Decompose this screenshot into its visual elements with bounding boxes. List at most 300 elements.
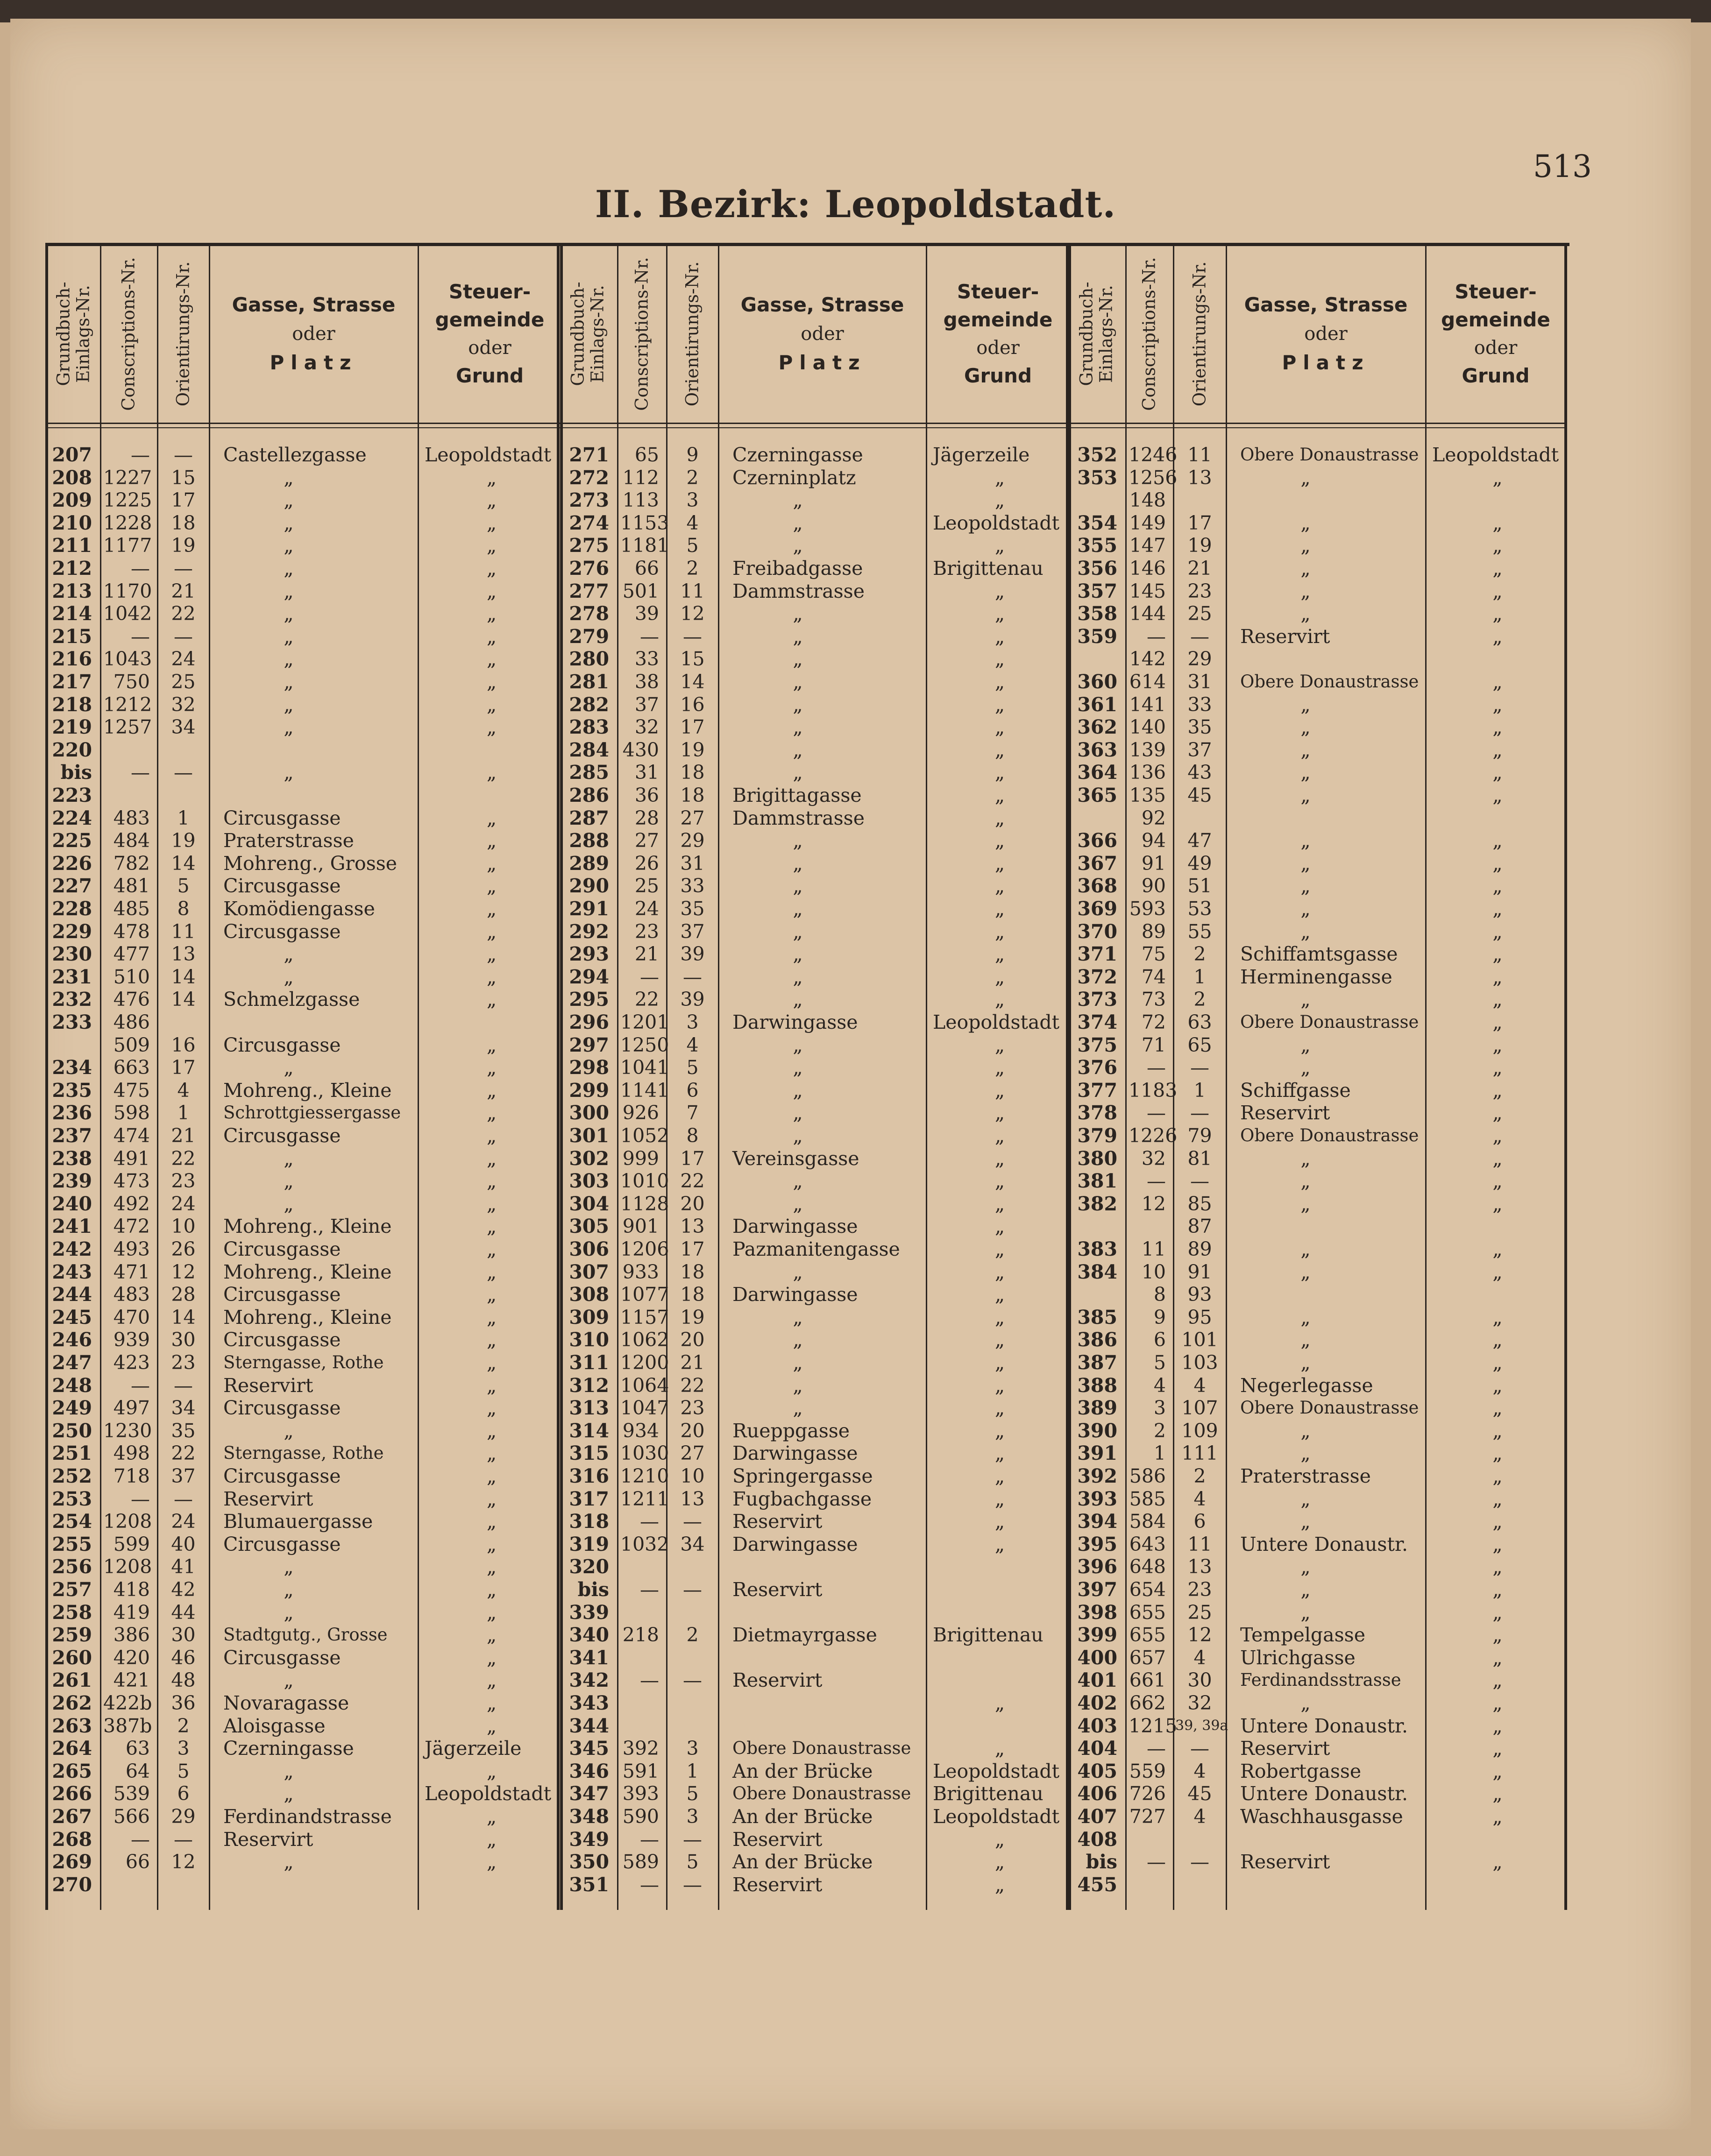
cell-steuergemeinde: „ bbox=[1492, 784, 1503, 806]
cell-grundbuch: 225 bbox=[52, 829, 92, 852]
cell-steuergemeinde: Brigittenau bbox=[933, 1624, 1044, 1647]
cell-conscriptions: 38 bbox=[634, 671, 659, 693]
cell-orientirungs: 35 bbox=[1187, 716, 1212, 739]
cell-gasse: „ bbox=[793, 1056, 803, 1079]
cell-steuergemeinde: „ bbox=[1492, 1102, 1503, 1124]
cell-steuergemeinde: „ bbox=[994, 1487, 1005, 1510]
table-row bbox=[0, 1374, 1711, 1397]
table-row bbox=[0, 1420, 1711, 1442]
cell-conscriptions: 36 bbox=[634, 784, 659, 806]
cell-conscriptions: 1200 bbox=[620, 1351, 669, 1374]
cell-steuergemeinde: „ bbox=[1492, 761, 1503, 784]
cell-grundbuch: 212 bbox=[52, 557, 92, 580]
cell-conscriptions: 72 bbox=[1141, 1011, 1166, 1033]
cell-conscriptions: 218 bbox=[622, 1624, 659, 1647]
column-header-conscriptions bbox=[1126, 247, 1173, 420]
cell-orientirungs: 4 bbox=[686, 1033, 699, 1056]
header-line: oder bbox=[468, 337, 511, 359]
cell-conscriptions: 654 bbox=[1129, 1578, 1166, 1601]
cell-orientirungs: 40 bbox=[171, 1533, 196, 1555]
cell-grundbuch: 361 bbox=[1077, 693, 1117, 716]
cell-orientirungs: 17 bbox=[680, 716, 705, 739]
cell-orientirungs: 87 bbox=[1187, 1215, 1212, 1238]
cell-conscriptions: 1170 bbox=[103, 580, 152, 602]
cell-grundbuch bbox=[1071, 807, 1117, 830]
cell-steuergemeinde: „ bbox=[1492, 1624, 1503, 1647]
cell-conscriptions: 73 bbox=[1141, 988, 1166, 1011]
cell-conscriptions: 3 bbox=[1153, 1397, 1166, 1420]
cell-orientirungs: 15 bbox=[171, 466, 196, 489]
cell-orientirungs: 4 bbox=[1193, 1487, 1206, 1510]
cell-grundbuch: 274 bbox=[569, 511, 609, 534]
cell-conscriptions: 474 bbox=[113, 1124, 150, 1147]
cell-orientirungs: 19 bbox=[171, 534, 196, 557]
cell-orientirungs: 32 bbox=[1187, 1692, 1212, 1714]
cell-gasse: Obere Donaustrasse bbox=[1240, 445, 1419, 465]
cell-grundbuch: 295 bbox=[569, 988, 609, 1011]
column-header-gasse bbox=[209, 247, 418, 420]
cell-steuergemeinde: „ bbox=[1492, 1805, 1503, 1828]
cell-steuergemeinde: „ bbox=[486, 1351, 497, 1374]
cell-conscriptions: 492 bbox=[113, 1192, 150, 1215]
column-header-label: Grundbuch- Einlags-Nr. bbox=[568, 282, 608, 386]
cell-grundbuch: 299 bbox=[569, 1079, 609, 1102]
cell-orientirungs: 28 bbox=[171, 1283, 196, 1306]
cell-steuergemeinde: „ bbox=[486, 1124, 497, 1147]
cell-grundbuch: 354 bbox=[1077, 511, 1117, 534]
cell-conscriptions: 1062 bbox=[620, 1329, 669, 1351]
cell-conscriptions: 31 bbox=[634, 761, 659, 784]
cell-gasse: „ bbox=[793, 875, 803, 898]
table-row bbox=[0, 739, 1711, 762]
cell-steuergemeinde: „ bbox=[486, 1465, 497, 1487]
cell-grundbuch: 296 bbox=[569, 1011, 609, 1033]
cell-orientirungs: 27 bbox=[680, 1442, 705, 1465]
cell-steuergemeinde: „ bbox=[1492, 1578, 1503, 1601]
cell-gasse: Dammstrasse bbox=[732, 806, 865, 829]
cell-steuergemeinde: „ bbox=[486, 875, 497, 898]
cell-steuergemeinde: „ bbox=[994, 602, 1005, 625]
table-row bbox=[0, 602, 1711, 625]
cell-gasse: Darwingasse bbox=[732, 1442, 858, 1465]
cell-grundbuch: 352 bbox=[1077, 444, 1117, 466]
cell-orientirungs: 14 bbox=[171, 852, 196, 875]
cell-conscriptions: 1212 bbox=[103, 693, 152, 716]
cell-orientirungs: 17 bbox=[1187, 511, 1212, 534]
cell-gasse: Aloisgasse bbox=[223, 1714, 326, 1737]
cell-orientirungs: — bbox=[174, 1487, 193, 1510]
cell-gasse: Dietmayrgasse bbox=[732, 1624, 877, 1647]
cell-grundbuch: 227 bbox=[52, 875, 92, 898]
cell-orientirungs: 47 bbox=[1187, 829, 1212, 852]
cell-conscriptions: 1206 bbox=[620, 1238, 669, 1260]
cell-gasse: Novaragasse bbox=[223, 1692, 349, 1714]
table-row bbox=[0, 1011, 1711, 1034]
cell-steuergemeinde: „ bbox=[486, 1510, 497, 1533]
column-header-grundbuch bbox=[47, 247, 100, 420]
cell-gasse: Reservirt bbox=[732, 1873, 823, 1896]
table-row bbox=[0, 693, 1711, 716]
cell-conscriptions: — bbox=[640, 965, 659, 988]
cell-steuergemeinde: „ bbox=[486, 1646, 497, 1669]
cell-conscriptions: 145 bbox=[1129, 580, 1166, 602]
cell-gasse: Circusgasse bbox=[223, 1646, 341, 1669]
cell-gasse: „ bbox=[1300, 852, 1311, 875]
cell-grundbuch: 376 bbox=[1077, 1056, 1117, 1079]
cell-grundbuch: 318 bbox=[569, 1510, 609, 1533]
cell-orientirungs: 8 bbox=[686, 1124, 699, 1147]
cell-orientirungs: 85 bbox=[1187, 1192, 1212, 1215]
table-row bbox=[0, 1238, 1711, 1261]
cell-conscriptions: 1 bbox=[1153, 1442, 1166, 1465]
cell-conscriptions: 661 bbox=[1129, 1669, 1166, 1692]
cell-steuergemeinde: „ bbox=[486, 1555, 497, 1578]
cell-steuergemeinde: „ bbox=[486, 1487, 497, 1510]
cell-orientirungs: 17 bbox=[171, 489, 196, 512]
cell-conscriptions: 421 bbox=[113, 1669, 150, 1692]
cell-conscriptions: — bbox=[131, 761, 150, 784]
cell-orientirungs: 1 bbox=[177, 806, 190, 829]
cell-conscriptions bbox=[1129, 1828, 1166, 1851]
header-line: Gasse, Strasse bbox=[740, 293, 904, 316]
cell-conscriptions: 1064 bbox=[620, 1374, 669, 1397]
cell-gasse: Circusgasse bbox=[223, 806, 341, 829]
cell-grundbuch: 366 bbox=[1077, 829, 1117, 852]
cell-orientirungs: 39 bbox=[680, 943, 705, 966]
cell-grundbuch: 403 bbox=[1077, 1714, 1117, 1737]
cell-orientirungs: 4 bbox=[1193, 1760, 1206, 1782]
cell-grundbuch: 340 bbox=[569, 1624, 609, 1647]
cell-conscriptions: 926 bbox=[622, 1102, 659, 1124]
cell-conscriptions: 419 bbox=[113, 1601, 150, 1624]
cell-grundbuch: bis bbox=[60, 761, 92, 784]
cell-steuergemeinde: „ bbox=[994, 648, 1005, 671]
cell-gasse: Robertgasse bbox=[1240, 1760, 1362, 1782]
cell-steuergemeinde: „ bbox=[994, 806, 1005, 829]
cell-gasse: Springergasse bbox=[732, 1465, 873, 1487]
cell-orientirungs: 25 bbox=[171, 671, 196, 693]
cell-gasse: „ bbox=[284, 489, 294, 512]
cell-conscriptions: 485 bbox=[113, 898, 150, 920]
column-header-label: Grundbuch- Einlags-Nr. bbox=[1076, 282, 1116, 386]
cell-conscriptions: 135 bbox=[1129, 784, 1166, 806]
cell-conscriptions: 1246 bbox=[1129, 444, 1178, 466]
cell-grundbuch: 301 bbox=[569, 1124, 609, 1147]
cell-steuergemeinde: „ bbox=[994, 875, 1005, 898]
column-header-label: Grundbuch- Einlags-Nr. bbox=[53, 282, 93, 386]
cell-conscriptions: 591 bbox=[622, 1760, 659, 1782]
column-header-orientirungs bbox=[667, 247, 718, 420]
cell-orientirungs: 37 bbox=[1187, 738, 1212, 761]
cell-grundbuch bbox=[1071, 489, 1117, 512]
cell-gasse: „ bbox=[284, 466, 294, 489]
column-header-label: Orientirungs-Nr. bbox=[682, 261, 703, 407]
cell-steuergemeinde: „ bbox=[1492, 1329, 1503, 1351]
cell-conscriptions: 27 bbox=[634, 829, 659, 852]
table-row bbox=[0, 1488, 1711, 1511]
cell-gasse: Circusgasse bbox=[223, 1329, 341, 1351]
cell-orientirungs: — bbox=[1190, 625, 1209, 648]
cell-gasse: „ bbox=[284, 1601, 294, 1624]
cell-conscriptions: — bbox=[640, 1510, 659, 1533]
cell-grundbuch: 362 bbox=[1077, 716, 1117, 739]
cell-orientirungs: — bbox=[174, 1828, 193, 1851]
cell-gasse: „ bbox=[284, 1578, 294, 1601]
cell-conscriptions: 1208 bbox=[103, 1510, 152, 1533]
cell-steuergemeinde: „ bbox=[1492, 898, 1503, 920]
cell-conscriptions: 112 bbox=[622, 466, 659, 489]
cell-gasse: „ bbox=[1300, 988, 1311, 1011]
cell-gasse: „ bbox=[284, 511, 294, 534]
cell-conscriptions: 147 bbox=[1129, 534, 1166, 557]
column-header-gasse bbox=[1226, 247, 1426, 420]
cell-steuergemeinde bbox=[1432, 648, 1563, 671]
header-line: Gasse, Strasse bbox=[232, 293, 396, 316]
cell-gasse: Mohreng., Kleine bbox=[223, 1215, 392, 1238]
cell-grundbuch: 381 bbox=[1077, 1170, 1117, 1193]
cell-conscriptions: 1215 bbox=[1129, 1714, 1178, 1737]
cell-gasse: „ bbox=[1300, 1192, 1311, 1215]
cell-gasse: Untere Donaustr. bbox=[1240, 1714, 1408, 1737]
cell-gasse: Circusgasse bbox=[223, 1033, 341, 1056]
cell-gasse: „ bbox=[1300, 1578, 1311, 1601]
cell-grundbuch: 394 bbox=[1077, 1510, 1117, 1533]
cell-gasse: „ bbox=[284, 965, 294, 988]
cell-steuergemeinde: Leopoldstadt bbox=[933, 511, 1060, 534]
cell-gasse: Herminengasse bbox=[1240, 965, 1392, 988]
cell-grundbuch: 234 bbox=[52, 1056, 92, 1079]
cell-steuergemeinde: „ bbox=[1492, 1170, 1503, 1193]
cell-conscriptions: 1227 bbox=[103, 466, 152, 489]
cell-gasse: „ bbox=[793, 1374, 803, 1397]
cell-gasse: Ferdinandstrasse bbox=[223, 1805, 392, 1828]
cell-gasse: Schiffamtsgasse bbox=[1240, 943, 1398, 966]
cell-conscriptions: 113 bbox=[622, 489, 659, 512]
cell-orientirungs bbox=[1175, 489, 1224, 512]
cell-gasse: „ bbox=[1300, 511, 1311, 534]
cell-grundbuch: 393 bbox=[1077, 1487, 1117, 1510]
cell-grundbuch: 311 bbox=[569, 1351, 609, 1374]
cell-steuergemeinde: „ bbox=[486, 1714, 497, 1737]
cell-steuergemeinde: „ bbox=[994, 761, 1005, 784]
table-row bbox=[0, 1782, 1711, 1805]
cell-conscriptions bbox=[1129, 1873, 1166, 1896]
cell-gasse: „ bbox=[284, 1760, 294, 1782]
cell-steuergemeinde: „ bbox=[486, 1419, 497, 1442]
cell-orientirungs: 25 bbox=[1187, 602, 1212, 625]
cell-conscriptions: 149 bbox=[1129, 511, 1166, 534]
cell-gasse: Reservirt bbox=[223, 1828, 313, 1851]
cell-grundbuch: 402 bbox=[1077, 1692, 1117, 1714]
cell-gasse: Reservirt bbox=[1240, 625, 1330, 648]
cell-grundbuch: 251 bbox=[52, 1442, 92, 1465]
cell-gasse: „ bbox=[793, 693, 803, 716]
cell-gasse: „ bbox=[1300, 466, 1311, 489]
cell-steuergemeinde: „ bbox=[486, 1601, 497, 1624]
cell-orientirungs: 2 bbox=[1193, 988, 1206, 1011]
cell-steuergemeinde: „ bbox=[994, 988, 1005, 1011]
cell-orientirungs: 19 bbox=[680, 1306, 705, 1329]
cell-orientirungs: 103 bbox=[1181, 1351, 1218, 1374]
cell-grundbuch: 275 bbox=[569, 534, 609, 557]
cell-conscriptions: 1041 bbox=[620, 1056, 669, 1079]
cell-conscriptions: 23 bbox=[634, 920, 659, 943]
cell-grundbuch: 385 bbox=[1077, 1306, 1117, 1329]
cell-gasse: „ bbox=[1300, 534, 1311, 557]
cell-grundbuch: 382 bbox=[1077, 1192, 1117, 1215]
column-header-steuergemeinde bbox=[926, 247, 1070, 420]
cell-grundbuch: 285 bbox=[569, 761, 609, 784]
cell-steuergemeinde: „ bbox=[1492, 1465, 1503, 1487]
cell-orientirungs: 19 bbox=[171, 829, 196, 852]
cell-orientirungs: 11 bbox=[171, 920, 196, 943]
cell-grundbuch: 363 bbox=[1077, 738, 1117, 761]
cell-conscriptions: 1128 bbox=[620, 1192, 669, 1215]
cell-conscriptions: 566 bbox=[113, 1805, 150, 1828]
cell-grundbuch: 373 bbox=[1077, 988, 1117, 1011]
table-row bbox=[0, 1351, 1711, 1374]
cell-grundbuch: 215 bbox=[52, 625, 92, 648]
header-line: Grund bbox=[1462, 364, 1530, 387]
cell-orientirungs: 16 bbox=[171, 1033, 196, 1056]
cell-steuergemeinde: „ bbox=[486, 1442, 497, 1465]
cell-conscriptions: — bbox=[640, 1873, 659, 1896]
cell-conscriptions: 585 bbox=[1129, 1487, 1166, 1510]
cell-steuergemeinde: „ bbox=[486, 511, 497, 534]
cell-grundbuch: 355 bbox=[1077, 534, 1117, 557]
cell-grundbuch: 406 bbox=[1077, 1782, 1117, 1805]
cell-steuergemeinde: „ bbox=[994, 1873, 1005, 1896]
cell-steuergemeinde: „ bbox=[486, 625, 497, 648]
cell-gasse: „ bbox=[793, 1306, 803, 1329]
header-line: Steuer- bbox=[448, 280, 531, 303]
cell-grundbuch: 231 bbox=[52, 965, 92, 988]
cell-grundbuch: 309 bbox=[569, 1306, 609, 1329]
cell-grundbuch: 279 bbox=[569, 625, 609, 648]
cell-orientirungs: 1 bbox=[1193, 965, 1206, 988]
table-row bbox=[0, 761, 1711, 784]
cell-steuergemeinde: Leopoldstadt bbox=[425, 444, 552, 466]
header-bottom-rule bbox=[47, 423, 1567, 424]
cell-steuergemeinde: „ bbox=[1492, 1737, 1503, 1760]
cell-steuergemeinde: „ bbox=[994, 1737, 1005, 1760]
cell-grundbuch: 306 bbox=[569, 1238, 609, 1260]
cell-orientirungs: 5 bbox=[686, 1056, 699, 1079]
cell-grundbuch: 310 bbox=[569, 1329, 609, 1351]
table-top-rule bbox=[47, 243, 1569, 246]
cell-gasse: Blumauergasse bbox=[223, 1510, 373, 1533]
cell-conscriptions: — bbox=[640, 1828, 659, 1851]
cell-orientirungs: 35 bbox=[171, 1419, 196, 1442]
cell-conscriptions: 584 bbox=[1129, 1510, 1166, 1533]
cell-gasse: „ bbox=[793, 648, 803, 671]
cell-conscriptions: 648 bbox=[1129, 1555, 1166, 1578]
cell-steuergemeinde: „ bbox=[486, 466, 497, 489]
cell-steuergemeinde: „ bbox=[1492, 875, 1503, 898]
cell-grundbuch: 273 bbox=[569, 489, 609, 512]
cell-gasse: Stadtgutg., Grosse bbox=[223, 1625, 388, 1645]
cell-conscriptions: — bbox=[1147, 1056, 1166, 1079]
table-row bbox=[0, 671, 1711, 693]
cell-conscriptions: 657 bbox=[1129, 1646, 1166, 1669]
cell-conscriptions: 1210 bbox=[620, 1465, 669, 1487]
cell-steuergemeinde: „ bbox=[1492, 943, 1503, 966]
cell-gasse: Circusgasse bbox=[223, 920, 341, 943]
table-row bbox=[0, 1873, 1711, 1896]
cell-steuergemeinde: „ bbox=[994, 1215, 1005, 1238]
table-row bbox=[0, 784, 1711, 807]
cell-gasse bbox=[1240, 1215, 1424, 1238]
cell-gasse: Obere Donaustrasse bbox=[1240, 1398, 1419, 1418]
cell-orientirungs: 1 bbox=[177, 1102, 190, 1124]
cell-grundbuch: 245 bbox=[52, 1306, 92, 1329]
cell-steuergemeinde: Leopoldstadt bbox=[933, 1760, 1060, 1782]
cell-conscriptions: 497 bbox=[113, 1397, 150, 1420]
cell-steuergemeinde: „ bbox=[486, 1192, 497, 1215]
cell-gasse: Dammstrasse bbox=[732, 580, 865, 602]
cell-conscriptions: 586 bbox=[1129, 1465, 1166, 1487]
cell-gasse: Reservirt bbox=[223, 1487, 313, 1510]
cell-grundbuch: 248 bbox=[52, 1374, 92, 1397]
cell-orientirungs: 11 bbox=[680, 580, 705, 602]
cell-conscriptions: 498 bbox=[113, 1442, 150, 1465]
cell-grundbuch: 303 bbox=[569, 1170, 609, 1193]
column-header-label: Orientirungs-Nr. bbox=[173, 261, 193, 407]
cell-steuergemeinde: „ bbox=[486, 1374, 497, 1397]
cell-orientirungs: 4 bbox=[1193, 1805, 1206, 1828]
cell-conscriptions: 32 bbox=[1141, 1147, 1166, 1170]
cell-orientirungs: — bbox=[683, 625, 702, 648]
cell-orientirungs: 4 bbox=[1193, 1646, 1206, 1669]
table-row bbox=[0, 1828, 1711, 1851]
cell-grundbuch: 217 bbox=[52, 671, 92, 693]
cell-steuergemeinde: „ bbox=[486, 1306, 497, 1329]
cell-grundbuch: 293 bbox=[569, 943, 609, 966]
cell-grundbuch: 374 bbox=[1077, 1011, 1117, 1033]
cell-conscriptions: 1208 bbox=[103, 1555, 152, 1578]
cell-grundbuch: 302 bbox=[569, 1147, 609, 1170]
cell-steuergemeinde: „ bbox=[486, 1260, 497, 1283]
cell-steuergemeinde: „ bbox=[994, 1283, 1005, 1306]
cell-orientirungs: 4 bbox=[177, 1079, 190, 1102]
cell-steuergemeinde: „ bbox=[994, 943, 1005, 966]
cell-steuergemeinde: „ bbox=[486, 1283, 497, 1306]
cell-grundbuch: 370 bbox=[1077, 920, 1117, 943]
cell-orientirungs: 15 bbox=[680, 648, 705, 671]
header-line: Steuer- bbox=[957, 280, 1039, 303]
cell-conscriptions: 142 bbox=[1129, 648, 1166, 671]
cell-conscriptions: 1032 bbox=[620, 1533, 669, 1555]
table-row bbox=[0, 1601, 1711, 1624]
cell-orientirungs: 45 bbox=[1187, 784, 1212, 806]
cell-conscriptions: 510 bbox=[113, 965, 150, 988]
cell-steuergemeinde: „ bbox=[994, 716, 1005, 739]
cell-steuergemeinde: „ bbox=[486, 1102, 497, 1124]
cell-conscriptions: — bbox=[640, 1578, 659, 1601]
cell-gasse: Sterngasse, Rothe bbox=[223, 1443, 384, 1463]
cell-steuergemeinde: „ bbox=[1492, 557, 1503, 580]
cell-gasse: „ bbox=[284, 716, 294, 739]
cell-gasse: „ bbox=[284, 1555, 294, 1578]
cell-orientirungs: 5 bbox=[177, 1760, 190, 1782]
cell-steuergemeinde: „ bbox=[1492, 965, 1503, 988]
cell-gasse: „ bbox=[1300, 602, 1311, 625]
cell-grundbuch: 349 bbox=[569, 1828, 609, 1851]
cell-conscriptions: 509 bbox=[113, 1033, 150, 1056]
cell-conscriptions: 614 bbox=[1129, 671, 1166, 693]
cell-orientirungs: 36 bbox=[171, 1692, 196, 1714]
cell-orientirungs: 37 bbox=[680, 920, 705, 943]
